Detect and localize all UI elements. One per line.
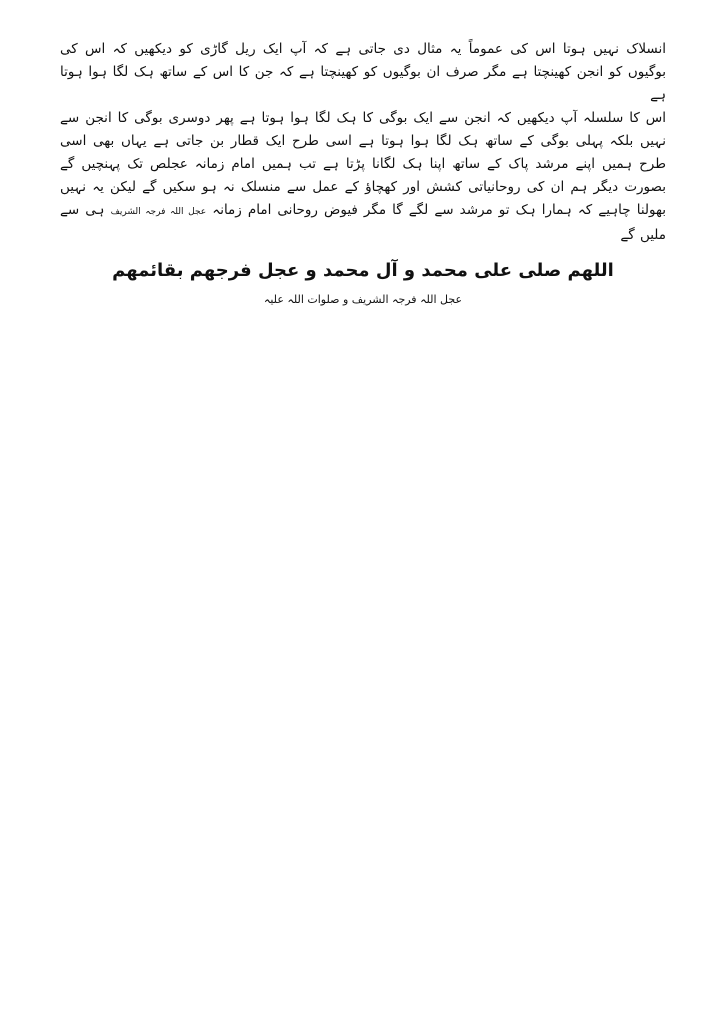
document-page	[60, 38, 666, 309]
paragraph-2-end: ہی سے ملیں گے	[60, 202, 666, 243]
paragraph-1: انسلاک نہیں ہوتا اس کی عموماً یہ مثال دی جاتی ہے کہ آپ ایک ریل گاڑی کو دیکھیں کہ اس کی بوگیوں کو انجن کھینچتا ہے مگر صرف ان بوگیوں کو کھینچتا ہے کہ جن کا اس کے ساتھ ہک لگا ہوا ہوتا ہے	[60, 41, 666, 103]
honorific-inline: عجل اللہ فرجہ الشریف	[110, 207, 207, 217]
paragraph-2	[60, 107, 666, 247]
salawat-subheading: عجل اللہ فرجہ الشریف و صلوات اللہ علیہ	[263, 293, 463, 306]
salawat-heading: اللھم صلی علی محمد و آل محمد و عجل فرجھم بقائمھم	[112, 260, 614, 281]
paragraph-2-text: اس کا سلسلہ آپ دیکھیں کہ انجن سے ایک بوگی کا ہک لگا ہوا ہوتا ہے پھر دوسری بوگی کا انجن سے نہیں بلکہ پہلی بوگی کے ساتھ ہک لگا ہوا ہوتا ہے اسی طرح ایک قطار بن جاتی ہے یہاں بھی اسی طرح ہمیں اپنے مرشد پاک کے ساتھ اپنا ہک لگانا پڑتا ہے تب ہمیں امام زمانہ عجلص تک پہنچیں گے بصورت دیگر ہم ان کی روحانیاتی کشش اور کھچاؤ کے عمل سے منسلک نہ ہو سکیں گے لیکن یہ نہیں بھولنا چاہیے کہ ہمارا ہک تو مرشد سے لگے گا مگر فیوض روحانی امام زمانہ	[60, 110, 666, 218]
